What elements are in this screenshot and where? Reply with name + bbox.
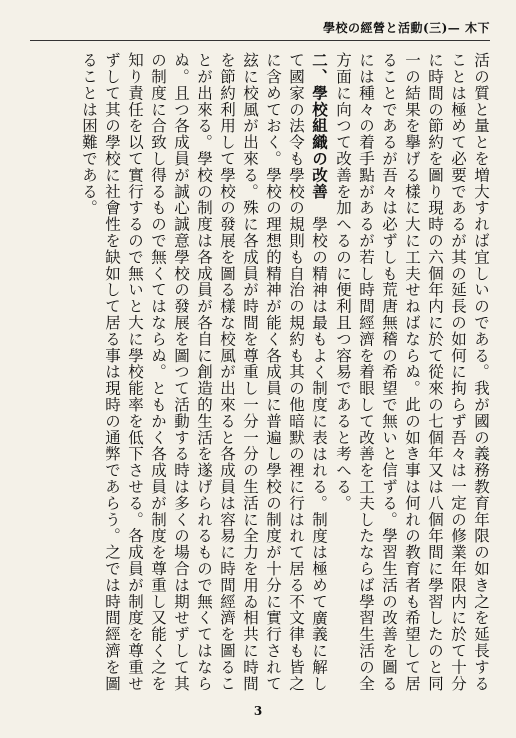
- running-title: 學校の經營と活動(三)— 木下: [322, 20, 490, 35]
- paragraph: 活の質と量とを増大すれば宜しいのである。我が國の義務教育年限の如き之を延長することは極めて必要であるが其の延長の如何に拘らず吾々は一定の修業年限内に於て十分に時間の節約を圖り現時の六個年内に於て從來の七個年又は八個年間に學習したのと同一の結果を擧げる樣に大に工夫せねばならぬ。此の如き事は何れの教育者も希望して居ることであるが吾々は必ずしも荒唐無稽の希望で無いと信ずる。學習生活の改善を圖るには種々の着手點があるが若し時間經濟を着眼して改善を工夫したならば學習生活の全方面に向つて改善を加へるのに便利且つ容易であると考へる。: [334, 52, 490, 692]
- section-paragraph: [77, 52, 331, 692]
- section-heading: 二、學校組織の改善: [310, 52, 329, 200]
- running-header: [30, 14, 490, 40]
- paragraph-text: 學校の精神は最もよく制度に表はれる。制度は極めて廣義に解して國家の法令も學校の規則も自治の規約も其の他暗默の裡に行はれて居る不文律も皆之に含めておく。學校の理想的精神が能く各成員に普遍し學校の制度が十分に實行されて玆に校風が出來る。殊に各成員が時間を尊重し一分一分の生活に全力を用ゐ相共に時間を節約利用して學校の發展を圖る樣な校風が出來ると各成員は容易に時間經濟を圖ることが出來る。學校の制度は各成員が各自に創造的生活を遂げられるもので無くてはならぬ。且つ各成員が誠心誠意學校の發展を圖つて活動する時は多くの場合は期せずして其の制度に合致し得るもので無くてはならぬ。ともかく各成員が制度を尊重し又能く之を知り責任を以て實行するので無いと大に學校能率を低下させる。各成員が制度を尊重せずして其の學校に社會性を缺如して居る事は現時の通弊であらう。之では時間經濟を圖ることは困難である。: [80, 52, 328, 692]
- header-rule: [30, 40, 490, 41]
- page-number: 3: [253, 704, 263, 718]
- vertical-text-body: [32, 52, 492, 692]
